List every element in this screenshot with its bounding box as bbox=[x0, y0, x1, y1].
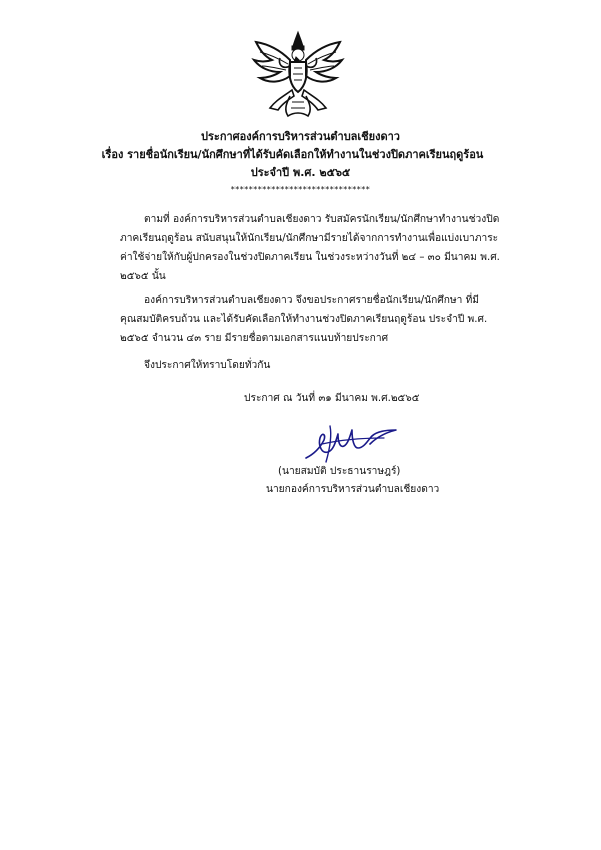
announcement-heading: ประกาศองค์การบริหารส่วนตำบลเชียงดาว bbox=[201, 130, 400, 143]
announcement-date: ประกาศ ณ วันที่ ๓๑ มีนาคม พ.ศ.๒๕๖๕ bbox=[244, 393, 420, 404]
closing-statement: จึงประกาศให้ทราบโดยทั่วกัน bbox=[144, 360, 271, 371]
garuda-emblem-icon bbox=[250, 30, 346, 120]
title-separator: ******************************* bbox=[230, 185, 371, 194]
announcement-subject: เรื่อง รายชื่อนักเรียน/นักศึกษาที่ได้รับคัดเลือกให้ทำงานในช่วงปิดภาคเรียนฤดูร้อน bbox=[101, 148, 484, 161]
body-paragraph-1: ตามที่ องค์การบริหารส่วนตำบลเชียงดาว รับสมัครนักเรียน/นักศึกษาทำงานช่วงปิดภาคเรียนฤดูร้อน สนับสนุนให้นักเรียน/นักศึกษามีรายได้จากการทำงานเพื่อแบ่งเบาภาระค่าใช้จ่ายให้กับผู้ปกครองในช่วงปิดภาคเรียน ในช่วงระหว่างวันที่ ๒๔ – ๓๐ มีนาคม พ.ศ. ๒๕๖๕ นั้น bbox=[120, 214, 500, 282]
signer-name: (นายสมบัติ ประธานราษฎร์) bbox=[278, 466, 401, 477]
document-title bbox=[0, 128, 601, 196]
signer-position: นายกองค์การบริหารส่วนตำบลเชียงดาว bbox=[266, 484, 440, 495]
handwritten-signature-icon bbox=[300, 418, 410, 468]
body-paragraph-2: องค์การบริหารส่วนตำบลเชียงดาว จึงขอประกาศรายชื่อนักเรียน/นักศึกษา ที่มีคุณสมบัติครบถ้วน และได้รับคัดเลือกให้ทำงานช่วงปิดภาคเรียนฤดูร้อน ประจำปี พ.ศ. ๒๕๖๕ จำนวน ๔๓ ราย มีรายชื่อตามเอกสารแนบท้ายประกาศ bbox=[120, 295, 488, 344]
announcement-year: ประจำปี พ.ศ. ๒๕๖๕ bbox=[250, 166, 351, 179]
